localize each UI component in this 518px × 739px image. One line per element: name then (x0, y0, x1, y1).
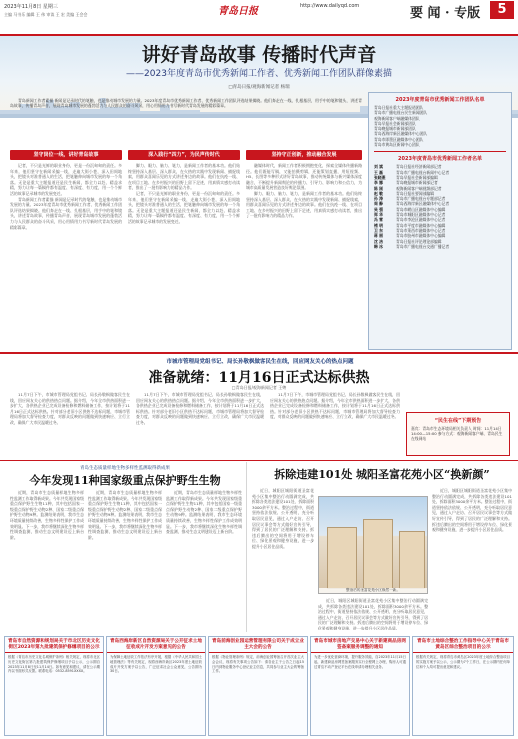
demolition-body-3: 近日，城阳区城阳街道圣富花苑小区集中整治行动圆满完成，共拆除各类违法建设101处，拆除面积3000余平方米。整治过程中，街道坚持依法依规、公开透明，充分听取居民意见，通过入户走访、召开居民议事会等方式做好宣传引导，得到了居民的广泛理解和支持。拆违后腾出的空间将用于增设停车位、绿化景观和健身设施，进一步提升小区居住品质。 (318, 598, 428, 630)
editor-credits: 主编 马书乐 编辑 王 伟 审读 王 宏 美编 王会会 (4, 12, 88, 17)
person-organization: 青岛日报社评论理论部编辑 (396, 238, 442, 244)
heating-news-col-3 (270, 392, 400, 454)
newspaper-logo: 青岛日报 (218, 6, 258, 17)
feature-box-3-body-cont: 脚力、眼力、脑力、笔力，是新闻工作者的基本功。他们始终坚持深入基层、深入群众，在火热的实践中发现新闻、捕捉线索，用群众喜闻乐见的方式讲述身边的故事。他们在抗疫一线、在项目工地、在乡村振兴的田野上留下足迹，用真情实感打动读者，推出了一批有影响力的精品力作。 (246, 190, 362, 219)
feature-lead (10, 98, 362, 144)
notice-ad-5 (412, 636, 514, 736)
biodiversity-col-2 (88, 490, 162, 630)
demolition-headline: 拆除违建101处 城阳圣富花苑小区“换新颜” (274, 468, 490, 481)
biodiversity-body-2: 近期，青岛市生态质量样地生物多样性监测工作取得新成果。今年共发现国家级重点保护野生生物11种，其中包括国家一级重点保护野生动物2种、国家二级重点保护野生动物9种。监测结果表明，我市生态环境质量持续改善，生物多样性保护工作成效明显。下一步，我市将继续深化生物多样性调查监测，推动生态文明建设迈上新台阶。 (88, 490, 162, 540)
team-list-item: 观海新闻客户端融媒体团队 (374, 115, 420, 121)
person-organization: 青岛早报社会新闻部编辑 (396, 174, 438, 180)
person-organization: 观海新闻客户端视频部记者 (396, 185, 442, 191)
section-name: 要 闻 · 专版 (410, 6, 481, 21)
notice-ad-1-body: 根据《青岛市历史文化名城保护条例》相关规定，现将市北区历史文化街区第九批建筑保护修缮项目予以公示，公示期自2023年11月8日至11月14日。如有意见和建议，请在公示期内以书面形式反馈。联系电话：0532-8591XXXX。 (8, 655, 100, 674)
person-name: 吴 强 (374, 206, 383, 212)
demolition-body-1: 近日，城阳区城阳街道圣富花苑小区集中整治行动圆满完成，共拆除各类违法建设101处，拆除面积3000余平方米。整治过程中，街道坚持依法依规、公开透明，充分听取居民意见，通过入户走访、召开居民议事会等方式做好宣传引导，得到了居民的广泛理解和支持。拆违后腾出的空间将用于增设停车位、绿化景观和健身设施，进一步提升小区居住品质。 (252, 488, 314, 549)
feature-box-2-body-wrap (128, 163, 240, 351)
feature-box-1-body: 记者，不只是光鲜的职业身份，更是一份沉甸甸的责任。多年来，他们坚守在新闻采编一线，走遍大街小巷，深入田间地头，把镜头对准普通人的生活，把笔触伸向城市发展的每一个角落。无论是重大主题报道还是民生新闻，都全力以赴、精益求精，努力让每一篇稿件都有温度、有深度、有力度，用一个个鲜活的故事记录城市的发展变迁。 (10, 163, 122, 196)
person-organization: 青岛市李沧区融媒体中心记者 (396, 217, 446, 223)
person-name: 冯 雪 (374, 217, 383, 223)
team-list-item: 青岛晚报城市新闻部团队 (374, 126, 416, 132)
issue-date: 2023年11月8日 星期三 (4, 4, 58, 10)
biodiversity-body-3: 近期，青岛市生态质量样地生物多样性监测工作取得新成果。今年共发现国家级重点保护野生生物11种，其中包括国家一级重点保护野生动物2种、国家二级重点保护野生动物9种。监测结果表明，我市生态环境质量持续改善，生物多样性保护工作成效明显。下一步，我市将继续深化生物多样性调查监测，推动生态文明建设迈上新台阶。 (166, 490, 242, 535)
biodiversity-body-1: 近期，青岛市生态质量样地生物多样性监测工作取得新成果。今年共发现国家级重点保护野生生物11种，其中包括国家一级重点保护野生动物2种、国家二级重点保护野生动物9种。监测结果表明，我市生态环境质量持续改善，生物多样性保护工作成效明显。下一步，我市将继续深化生物多样性调查监测，推动生态文明建设迈上新台阶。 (10, 490, 84, 540)
biodiversity-kicker: 青岛生态质量样地生物多样性监测取得新成果 (80, 466, 170, 471)
feature-box-2-body-cont: 记者，不只是光鲜的职业身份，更是一份沉甸甸的责任。多年来，他们坚守在新闻采编一线，走遍大街小巷，深入田间地头，把镜头对准普通人的生活，把笔触伸向城市发展的每一个角落。无论是重大主题报道还是民生新闻，都全力以赴、精益求精，努力让每一篇稿件都有温度、有深度、有力度，用一个个鲜活的故事记录城市的发展变迁。 (128, 190, 240, 224)
heating-news-byline: □青岛日报/观海新闻记者 王娉 (231, 385, 287, 390)
person-name: 蒋 丽 (374, 233, 383, 239)
feature-box-2-body: 脚力、眼力、脑力、笔力，是新闻工作者的基本功。他们始终坚持深入基层、深入群众，在火热的实践中发现新闻、捕捉线索，用群众喜闻乐见的方式讲述身边的故事。他们在抗疫一线、在项目工地、在乡村振兴的田野上留下足迹，用真情实感打动读者，推出了一批有影响力的精品力作。 (128, 163, 240, 191)
heating-news-body-2: 11月7日下午，市城市管理局党组书记、局长孙敬枫做客民生在线，回应网友关心的供热热点问题。据介绍，今年全市供热面积进一步扩大，各供热企业已完成设备检修和燃料储备工作，按计划将于11月16日正式达标供热。针对部分老旧小区供热不达标问题，市城市管理局将加大督导检查力度，对群众反映的问题做到快速响应、立行立改，确保广大市民温暖过冬。 (136, 392, 264, 425)
feature-box-3-title: 坚持守正创新，推动融合发展 (246, 150, 362, 160)
feature-box-1-body-wrap (10, 163, 122, 351)
notice-body: 嘉宾：青岛市生态环境局相关负责人 时间：11月14日 14:00—15:00 参与方式：观海新闻客户端、青岛民生在线网站 (411, 426, 503, 442)
person-name: 赵 敏 (374, 190, 383, 196)
heating-news-body-3: 11月7日下午，市城市管理局党组书记、局长孙敬枫做客民生在线，回应网友关心的供热热点问题。据介绍，今年全市供热面积进一步扩大，各供热企业已完成设备检修和燃料储备工作，按计划将于11月16日正式达标供热。针对部分老旧小区供热不达标问题，市城市管理局将加大督导检查力度，对群众反映的问题做到快速响应、立行立改，确保广大市民温暖过冬。 (270, 392, 400, 420)
feature-lead-text: 青岛新闻工作者素描 新闻是记录时代的笔触，也是推动城市发展的力量。2023年度青岛市优秀新闻工作者、优秀新闻工作团队评选结果揭晓。他们奔走在一线、扎根基层，用手中的笔和镜头，讲述青岛故事，传播青岛声音，展现青岛城市发展的蓬勃活力与人民群众的奋斗风采，用心用情用力书写新时代青岛发展的精彩篇章。 (10, 98, 362, 109)
person-name: 卫 东 (374, 227, 383, 233)
biodiversity-col-3 (166, 490, 242, 630)
website-url[interactable]: http://www.dailyqd.com (300, 3, 360, 9)
feature-box-2-title: 深入践行“四力”，为民声传时代 (128, 150, 240, 160)
person-organization: 青岛市广播电视台新闻中心记者 (396, 169, 450, 175)
notice-ad-3-title: 青岛前海创业园运营管理有限公司关于成立业主大会的公告 (209, 637, 307, 653)
person-name: 周 静 (374, 201, 383, 207)
biodiversity-col-1 (10, 490, 84, 630)
person-name: 郑 华 (374, 212, 383, 218)
heating-news-body-1: 11月7日下午，市城市管理局党组书记、局长孙敬枫做客民生在线，回应网友关心的供热热点问题。据介绍，今年全市供热面积进一步扩大，各供热企业已完成设备检修和燃料储备工作，按计划将于11月16日正式达标供热。针对部分老旧小区供热不达标问题，市城市管理局将加大督导检查力度，对群众反映的问题做到快速响应、立行立改，确保广大市民温暖过冬。 (10, 392, 130, 425)
biodiversity-headline: 今年发现11种国家级重点保护野生生物 (29, 474, 221, 487)
notice-ad-2-body: 为保障土地征收工作依法有序开展，根据《中华人民共和国土地管理法》等有关规定，现将西海岸新区2023年度土地征收成片开发方案予以公告，广泛征求社会公众意见，公告期为30日。 (110, 655, 202, 674)
building-shape (327, 527, 357, 589)
notice-ad-5-body: 根据有关规定，现将青岛市黄岛区2023年度土地综合整治项目的实施方案予以公示，公示期为7个工作日，在公示期内任何单位和个人均可提出意见和建议。 (416, 655, 510, 669)
team-list-item: 青岛早报社会新闻部团队 (374, 120, 416, 126)
person-organization: 青岛日报社经济新闻部记者 (396, 164, 442, 170)
notice-ad-4-title: 青岛市城市房地产交易中心关于新建商品房网签备案服务调整的通知 (311, 637, 409, 653)
person-organization: 青岛市胶州市融媒体中心编辑 (396, 233, 446, 239)
feature-subheadline: ——2023年度青岛市优秀新闻工作者、优秀新闻工作团队群像素描 (126, 69, 392, 79)
team-list-item: 青岛日报社重大主题报道团队 (374, 105, 424, 110)
person-organization: 青岛市平度市融媒体中心编辑 (396, 222, 446, 228)
team-list-title: 2023年度青岛市优秀新闻工作团队名单 (395, 97, 485, 103)
notice-ad-2 (106, 636, 206, 736)
notice-ad-4-body: 为进一步优化营商环境，提升服务效能，自2023年11月15日起，新建商品房网签备案服务实行全程网上办理，购房人可通过青岛不动产登记平台在线申请办理相关业务。 (314, 655, 406, 669)
building-shape (363, 519, 393, 589)
person-organization: 青岛市广播电视台专题部记者 (396, 196, 446, 202)
notice-ad-3 (208, 636, 308, 736)
person-name: 韩 冰 (374, 243, 383, 249)
heating-news-headline: 准备就绪：11月16日正式达标供热 (148, 370, 370, 386)
team-list-item: 青岛市黄岛区新闻中心团队 (374, 142, 420, 148)
demolition-body-2: 近日，城阳区城阳街道圣富花苑小区集中整治行动圆满完成，共拆除各类违法建设101处，拆除面积3000余平方米。整治过程中，街道坚持依法依规、公开透明，充分听取居民意见，通过入户走访、召开居民议事会等方式做好宣传引导，得到了居民的广泛理解和支持。拆违后腾出的空间将用于增设停车位、绿化景观和健身设施，进一步提升小区居住品质。 (432, 488, 512, 533)
person-organization: 青岛市崂山区融媒体中心编辑 (396, 206, 446, 212)
heating-news-col-2 (136, 392, 264, 454)
team-list (369, 103, 511, 149)
building-shape (399, 531, 425, 589)
person-name: 李 娜 (374, 180, 383, 186)
feature-box-1 (10, 150, 122, 351)
demolition-col-1 (252, 488, 314, 630)
masthead (0, 0, 518, 36)
notice-ad-5-title: 青岛市土地综合整治工作指导中心关于青岛市黄岛区综合整治项目的公示 (413, 637, 513, 653)
people-list-item (374, 244, 506, 249)
notice-title: “民生在线”下期预告 (434, 418, 482, 424)
person-organization: 青岛日报社要闻部编辑 (396, 190, 434, 196)
person-organization: 青岛市广播电视台交通广播记者 (396, 243, 450, 249)
feature-box-3 (246, 150, 362, 351)
feature-box-3-body-wrap (246, 163, 362, 351)
next-issue-notice (406, 412, 510, 456)
person-name: 褚 明 (374, 222, 383, 228)
photo-caption: 整治后的圣富花苑小区焕然一新。 (319, 588, 427, 593)
person-name: 刘 斌 (374, 164, 383, 170)
honor-list-sidebar (368, 92, 512, 350)
notice-ad-2-title: 青岛西海岸新区自然资源局关于公开征求土地征收成片开发方案意见的公告 (107, 637, 205, 653)
person-organization: 青岛西海岸新区融媒体中心记者 (396, 201, 450, 207)
feature-box-3-body: 融媒体时代，新闻工作者积极拥抱变化，探索全媒体传播新路径。他们既能写稿，又能拍摄剪辑，还能策划直播，用短视频、H5、长图等多种形式讲好青岛故事，推动传统媒体与新兴媒体深度融合，不断提升新闻舆论的传播力、引导力、影响力和公信力，为城市高质量发展营造良好舆论氛围。 (246, 163, 362, 191)
person-name: 孙 涛 (374, 196, 383, 202)
section-divider-1 (0, 352, 518, 354)
person-name: 陈 刚 (374, 185, 383, 191)
sidebar-divider (374, 151, 506, 152)
team-list-item: 青岛市即墨区融媒体中心团队 (374, 136, 424, 142)
person-name: 沈 洁 (374, 238, 383, 244)
page-number: 5 (490, 1, 514, 19)
feature-headline: 讲好青岛故事 传播时代声音 (141, 44, 377, 66)
feature-box-1-body-cont: 青岛新闻工作者素描 新闻是记录时代的笔触，也是推动城市发展的力量。2023年度青岛市优秀新闻工作者、优秀新闻工作团队评选结果揭晓。他们奔走在一线、扎根基层，用手中的笔和镜头，讲述青岛故事，传播青岛声音，展现青岛城市发展的蓬勃活力与人民群众的奋斗风采，用心用情用力书写新时代青岛发展的精彩篇章。 (10, 196, 122, 230)
notice-ad-1-title: 青岛市自然资源和规划局关于市北区历史文化街区2023年第九批建筑保护修缮项目的公示 (5, 637, 103, 653)
person-organization: 青岛市城阳区融媒体中心记者 (396, 212, 446, 218)
people-list (369, 162, 511, 251)
heating-news-col-1 (10, 392, 130, 454)
feature-box-2 (128, 150, 240, 351)
team-list-item: 青岛西海岸新区融媒体中心团队 (374, 131, 428, 137)
feature-byline: □青岛日报/观海新闻记者 杨瑞 (228, 85, 290, 90)
people-list-title: 2023年度青岛市优秀新闻工作者名单 (398, 156, 482, 163)
notice-ad-3-body: 根据《物业管理条例》规定，前海创业园筹备召开首次业主大会会议，现将有关事项公告如下：请各业主于公告之日起15日内到物业服务中心登记业主信息，共同参与业主大会的筹备工作。 (212, 655, 304, 674)
person-organization: 青岛市莱西市融媒体中心记者 (396, 227, 446, 233)
person-name: 张晓燕 (374, 174, 386, 180)
notice-ad-1 (4, 636, 104, 736)
section-divider-2 (0, 460, 518, 461)
team-list-item: 青岛市广播电视台民生新闻团队 (374, 110, 428, 116)
residential-photo (318, 496, 428, 594)
column-rule (246, 462, 247, 632)
person-name: 王 磊 (374, 169, 383, 175)
notice-ad-4 (310, 636, 410, 736)
person-organization: 青岛晚报城市新闻部记者 (396, 180, 438, 186)
demolition-col-3 (318, 598, 428, 630)
feature-box-1-title: 坚守岗位一线，讲好青岛故事 (10, 150, 122, 160)
demolition-col-2 (432, 488, 512, 630)
heating-news-kicker: 市城市管理局党组书记、局长孙敬枫做客民生在线，回应网友关心的热点问题 (166, 359, 354, 365)
